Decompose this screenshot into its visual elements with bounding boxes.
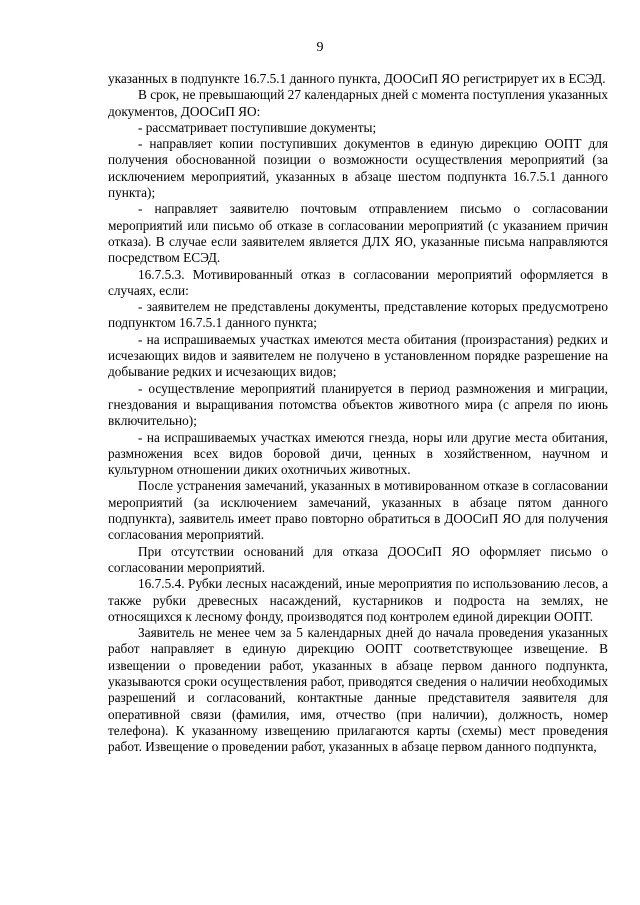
list-item: - рассматривает поступившие документы;: [138, 119, 377, 135]
page-number: 9: [316, 40, 324, 55]
list-item: - направляет копии поступивших документов в единую дирекцию ООПТ для получения обоснованной позиции о возможности осуществления мероприятий (за исключением мероприятий, указанных в абзаце шестом подпункта 16.7.5.1 данного пункта);: [108, 136, 608, 201]
paragraph: При отсутствии оснований для отказа ДООСиП ЯО оформляет письмо о согласовании мероприятий.: [108, 543, 608, 575]
paragraph: 16.7.5.3. Мотивированный отказ в согласовании мероприятий оформляется в случаях, если:: [108, 266, 608, 298]
list-item: - осуществление мероприятий планируется в период размножения и миграции, гнездования и выращивания потомства объектов животного мира (с апреля по июнь включительно);: [108, 380, 608, 429]
document-body: [108, 71, 608, 755]
list-item: - на испрашиваемых участках имеются места обитания (произрастания) редких и исчезающих видов и заявителем не получено в установленном порядке разрешение на добывание редких и исчезающих видов;: [108, 331, 608, 380]
paragraph: указанных в подпункте 16.7.5.1 данного пункта, ДООСиП ЯО регистрирует их в ЕСЭД.: [108, 71, 606, 86]
list-item: - направляет заявителю почтовым отправлением письмо о согласовании мероприятий или письмо об отказе в согласовании мероприятий (с указанием причин отказа). В случае если заявителем является ДЛХ ЯО, указанные письма направляются посредством ЕСЭД.: [108, 201, 608, 266]
list-item: - заявителем не представлены документы, представление которых предусмотрено подпунктом 16.7.5.1 данного пункта;: [108, 299, 608, 331]
paragraph: Заявитель не менее чем за 5 календарных дней до начала проведения указанных работ направляет в единую дирекцию ООПТ соответствующее извещение. В извещении о проведении работ, указанных в абзаце первом данного подпункта, указываются сроки осуществления работ, приводятся сведения о наличии необходимых разрешений и согласований, контактные данные представителя заявителя для оперативной связи (фамилия, имя, отчество (при наличии), должность, номер телефона). К указанному извещению прилагаются карты (схемы) мест проведения работ. Извещение о проведении работ, указанных в абзаце первом данного подпункта,: [108, 625, 608, 755]
list-item: - на испрашиваемых участках имеются гнезда, норы или другие места обитания, размножения всех видов боровой дичи, ценных в хозяйственном, научном и культурном отношении диких охотничьих животных.: [108, 429, 608, 478]
paragraph: После устранения замечаний, указанных в мотивированном отказе в согласовании мероприятий (за исключением замечаний, указанных в абзаце пятом данного подпункта), заявитель имеет право повторно обратиться в ДООСиП ЯО для получения согласования мероприятий.: [108, 478, 608, 543]
paragraph: 16.7.5.4. Рубки лесных насаждений, иные мероприятия по использованию лесов, а также рубки древесных насаждений, кустарников и подроста на землях, не относящихся к лесному фонду, производятся под контролем единой дирекции ООПТ.: [108, 576, 608, 624]
paragraph: В срок, не превышающий 27 календарных дней с момента поступления указанных документов, ДООСиП ЯО:: [108, 87, 608, 119]
